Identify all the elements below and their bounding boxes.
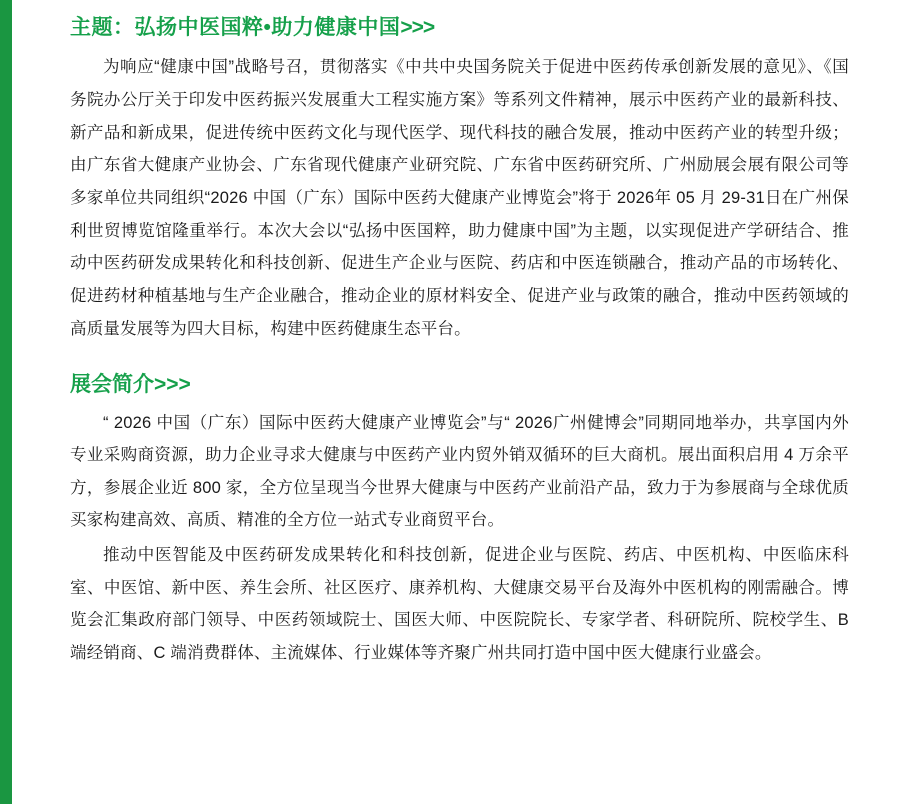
section-heading-intro-label: 展会简介 — [70, 373, 154, 397]
section-heading-theme-arrows: >>> — [400, 16, 435, 39]
paragraph-intro-2: 推动中医智能及中医药研发成果转化和科技创新，促进企业与医院、药店、中医机构、中医临床科室、中医馆、新中医、养生会所、社区医疗、康养机构、大健康交易平台及海外中医机构的刚需融合。博览会汇集政府部门领导、中医药领域院士、国医大师、中医院院长、专家学者、科研院所、院校学生、B 端经销商、C 端消费群体、主流媒体、行业媒体等齐聚广州共同打造中国中医大健康行业盛会。 — [70, 546, 849, 663]
paragraph-theme-1: 为响应“健康中国”战略号召，贯彻落实《中共中央国务院关于促进中医药传承创新发展的意见》、《国务院办公厅关于印发中医药振兴发展重大工程实施方案》等系列文件精神，展示中医药产业的最新科技、新产品和新成果，促进传统中医药文化与现代医学、现代科技的融合发展，推动中医药产业的转型升级；由广东省大健康产业协会、广东省现代健康产业研究院、广东省中医药研究所、广州励展会展有限公司等多家单位共同组织“2026 中国（广东）国际中医药大健康产业博览会”将于 2026年 05 月 29-31日在广州保利世贸博览馆隆重举行。本次大会以“弘扬中医国粹，助力健康中国”为主题，以实现促进产学研结合、推动中医药研发成果转化和科技创新、促进生产企业与医院、药店和中医连锁融合，推动产品的市场转化、促进药材种植基地与生产企业融合，推动企业的原材料安全、促进产业与政策的融合，推动中医药领域的高质量发展等为四大目标，构建中医药健康生态平台。 — [70, 58, 849, 338]
section-heading-theme-label: 主题：弘扬中医国粹•助力健康中国 — [70, 16, 401, 39]
section-heading-intro — [70, 371, 849, 398]
section-heading-theme — [70, 14, 849, 41]
paragraph-intro-1: “ 2026 中国（广东）国际中医药大健康产业博览会”与“ 2026广州健博会”同期同地举办，共享国内外专业采购商资源，助力企业寻求大健康与中医药产业内贸外销双循环的巨大商机。展出面积启用 4 万余平方，参展企业近 800 家，全方位呈现当今世界大健康与中医药产业前沿产品，致力于为参展商与全球优质买家构建高效、高质、精准的全方位一站式专业商贸平台。 — [70, 413, 849, 530]
left-green-rule — [0, 0, 12, 804]
section-heading-intro-arrows: >>> — [154, 373, 191, 397]
